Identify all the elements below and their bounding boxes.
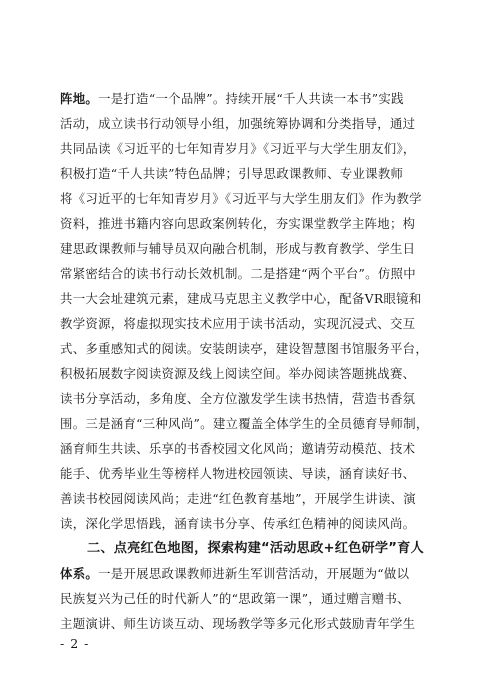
- text-run: 一是打造“一个品牌”。持续开展“千人共读一本书”实践: [98, 91, 404, 106]
- text-line: 积极打造“千人共读”特色品牌；引导思政课教师、专业课教师: [60, 166, 404, 181]
- text-line: 将《习近平的七年知青岁月》《习近平与大学生朋友们》作为教学: [60, 191, 422, 206]
- text-line: 能手、优秀毕业生等榜样人物进校园领读、导读，涵育读好书、: [60, 466, 416, 481]
- text-line: 积极拓展数字阅读资源及线上阅读空间。举办阅读答题挑战赛、: [60, 366, 416, 381]
- text-line: 读书分享活动，多角度、全方位激发学生读书热情，营造书香氛: [60, 391, 416, 406]
- text-line: 共同品读《习近平的七年知青岁月》《习近平与大学生朋友们》，: [60, 141, 416, 156]
- text-line: 涵育师生共读、乐享的书香校园文化风尚；邀请劳动模范、技术: [60, 441, 416, 456]
- text-line: 常紧密结合的读书行动长效机制。二是搭建“两个平台”。仿照中: [60, 266, 416, 281]
- text-run: 一是开展思政课教师进新生军训营活动，开展题为“做以: [98, 566, 410, 581]
- text-line: 教学资源，将虚拟现实技术应用于读书活动，实现沉浸式、交互: [60, 316, 416, 331]
- text-line: [60, 86, 442, 111]
- paragraph-lead: 阵地。: [60, 91, 99, 106]
- text-line: 建思政课教师与辅导员双向融合机制，形成与教育教学、学生日: [60, 241, 416, 256]
- heading-continuation: 体系。: [60, 566, 99, 581]
- body-text: [60, 86, 442, 636]
- section-heading: 二、点亮红色地图，探索构建“活动思政+红色研学”育人: [87, 541, 424, 556]
- text-line: [60, 561, 442, 586]
- text-line: 资料，推进书籍内容向思政案例转化，夯实课堂教学主阵地；构: [60, 216, 416, 231]
- text-line: 读，深化学思悟践，涵育读书分享、传承红色精神的阅读风尚。: [60, 516, 416, 531]
- text-line: 民族复兴为己任的时代新人”的“思政第一课”，通过赠言赠书、: [60, 591, 410, 606]
- text-line: 围。三是涵育“三种风尚”。建立覆盖全体学生的全员德育导师制，: [60, 416, 429, 431]
- text-line: 活动，成立读书行动领导小组，加强统筹协调和分类指导，通过: [60, 116, 416, 131]
- text-line: 共一大会址建筑元素，建成马克思主义教学中心，配备VR眼镜和: [60, 291, 422, 306]
- text-line: 式、多重感知式的阅读。安装朗读亭，建设智慧图书馆服务平台，: [60, 341, 429, 356]
- text-line: 善读书校园阅读风尚；走进“红色教育基地”，开展学生讲读、演: [60, 491, 416, 506]
- page-number: - 2 -: [60, 636, 90, 651]
- text-line: 主题演讲、师生访谈互动、现场教学等多元化形式鼓励青年学生: [60, 616, 416, 631]
